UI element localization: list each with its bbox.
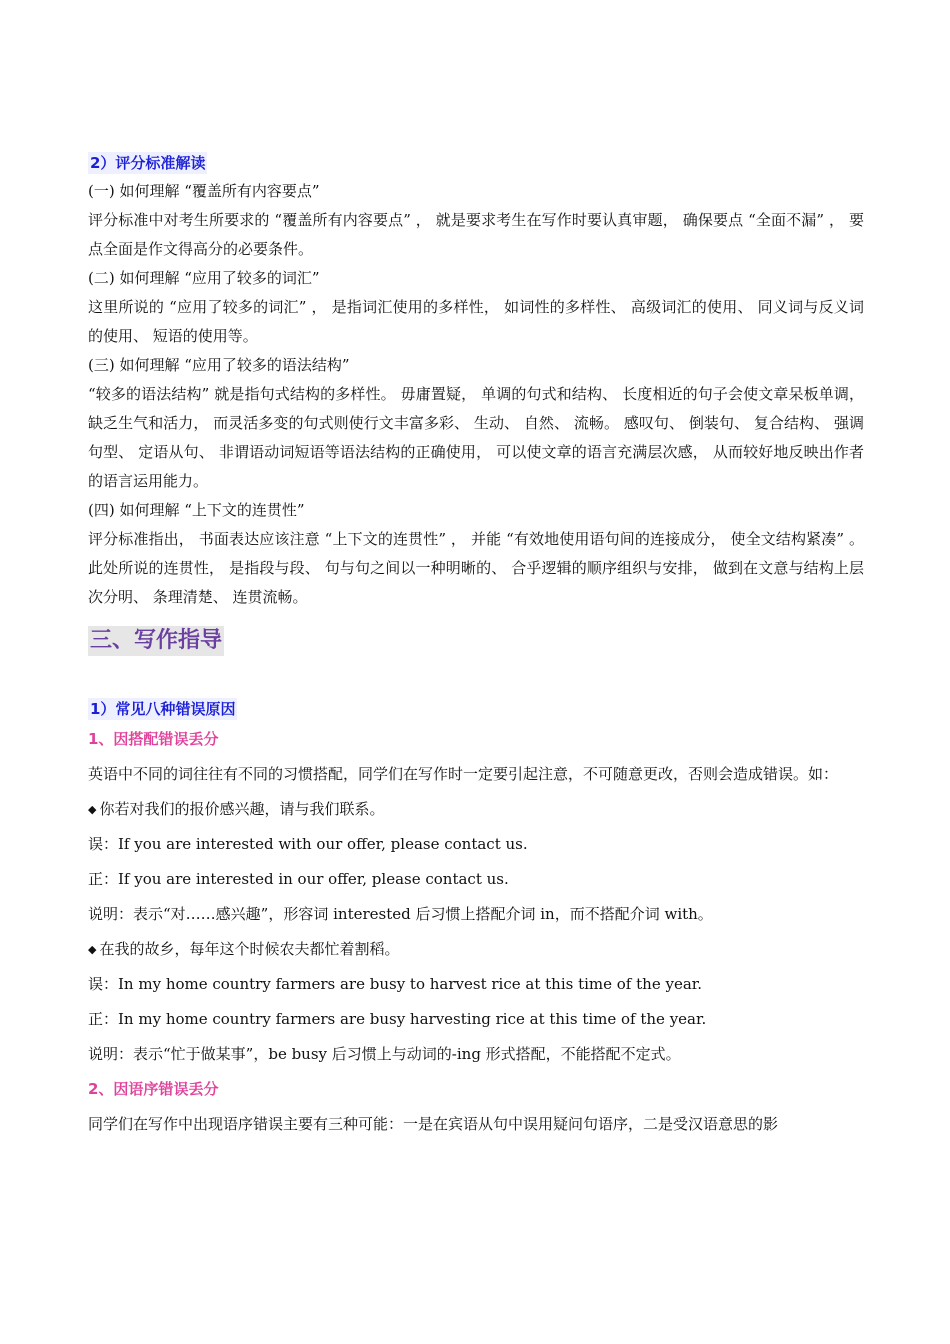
error-1-intro: 英语中不同的词往往有不同的习惯搭配，同学们在写作时一定要引起注意，不可随意更改，否则会造成错误。如： (88, 765, 839, 783)
error-2-intro: 同学们在写作中出现语序错误主要有三种可能：一是在宾语从句中误用疑问句语序，二是受汉语意思的影 (88, 1115, 779, 1133)
question-1: (一) 如何理解 “覆盖所有内容要点” (88, 182, 320, 200)
section-title: 三、写作指导 (88, 626, 224, 656)
question-3: (三) 如何理解 “应用了较多的语法结构” (88, 356, 350, 374)
question-2: (二) 如何理解 “应用了较多的词汇” (88, 269, 320, 287)
example-2: ◆ 在我的故乡，每年这个时候农夫都忙着割稻。 (88, 932, 864, 967)
wrong-sentence-1: 误：If you are interested with our offer, please contact us. (88, 835, 528, 853)
right-sentence-2: 正：In my home country farmers are busy harvesting rice at this time of the year. (88, 1010, 707, 1028)
note-1: 说明：表示“对……感兴趣”，形容词 interested 后习惯上搭配介词 in，而不搭配介词 with。 (88, 905, 713, 923)
errors-subheading: 1）常见八种错误原因 (90, 700, 236, 718)
note-2: 说明：表示“忙于做某事”，be busy 后习惯上与动词的-ing 形式搭配，不能搭配不定式。 (88, 1045, 681, 1063)
scoring-interpretation-heading: 2）评分标准解读 (90, 154, 206, 172)
paragraph-2: 这里所说的 “应用了较多的词汇” ， 是指词汇使用的多样性， 如词性的多样性、 高级词汇的使用、 同义词与反义词的使用、 短语的使用等。 (88, 298, 864, 345)
error-1-heading: 1、因搭配错误丢分 (88, 730, 219, 748)
diamond-bullet-icon: ◆ (88, 943, 97, 956)
example-1: ◆ 你若对我们的报价感兴趣，请与我们联系。 (88, 792, 864, 827)
paragraph-3: “较多的语法结构” 就是指句式结构的多样性。 毋庸置疑， 单调的句式和结构、 长度相近的句子会使文章呆板单调， 缺乏生气和活力， 而灵活多变的句式则使行文丰富多彩、 生动、 自然、 流畅。 感叹句、 倒装句、 复合结构、 强调句型、 定语从句、 非谓语动词短语等语法结构的正确使用， 可以使文章的语言充满层次感， 从而较好地反映出作者的语言运用能力。 (88, 385, 864, 490)
paragraph-4: 评分标准指出， 书面表达应该注意 “上下文的连贯性” ， 并能 “有效地使用语句间的连接成分， 使全文结构紧凑” 。 此处所说的连贯性， 是指段与段、 句与句之间以一种明晰的、 合乎逻辑的顺序组织与安排， 做到在文意与结构上层次分明、 条理清楚、 连贯流畅。 (88, 530, 864, 606)
question-4: (四) 如何理解 “上下文的连贯性” (88, 501, 305, 519)
error-2-heading: 2、因语序错误丢分 (88, 1080, 219, 1098)
document-page (88, 150, 864, 1142)
diamond-bullet-icon: ◆ (88, 803, 97, 816)
wrong-sentence-2: 误：In my home country farmers are busy to harvest rice at this time of the year. (88, 975, 703, 993)
right-sentence-1: 正：If you are interested in our offer, please contact us. (88, 870, 509, 888)
paragraph-1: 评分标准中对考生所要求的 “覆盖所有内容要点” ， 就是要求考生在写作时要认真审题， 确保要点 “全面不漏” ， 要点全面是作文得高分的必要条件。 (88, 211, 864, 258)
